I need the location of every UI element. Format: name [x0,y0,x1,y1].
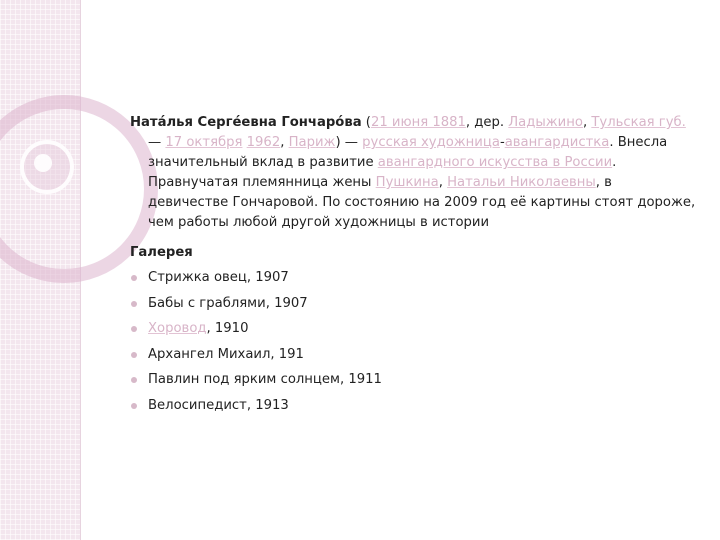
text-fragment: , дер. [465,115,509,130]
gallery-item-text: Архангел Михаил, 191 [148,346,304,362]
link-avantgarde-art[interactable]: авангардного искусства в России [377,155,613,170]
gallery-item-text: Павлин под ярким солнцем, 1911 [148,372,382,387]
bullet-icon [131,352,137,358]
text-fragment: , [582,115,592,130]
text-fragment: - [499,135,505,150]
gallery-item-text: , 1910 [206,321,249,336]
link-birth-date[interactable]: 21 июня 1881 [370,115,466,130]
list-item [130,396,696,422]
link-death-day[interactable]: 17 октября [165,135,243,150]
intro-paragraph [130,113,696,233]
gallery-item-text: Стрижка овец, 1907 [148,270,289,285]
gallery-heading: Галерея [130,245,193,260]
text-fragment: ( [361,115,371,130]
link-village[interactable]: Ладыжино [508,115,583,130]
gallery-item-text: Бабы с граблями, 1907 [148,295,308,311]
list-item [130,294,696,320]
link-paris[interactable]: Париж [288,135,336,150]
bullet-icon [131,326,137,332]
bullet-icon [131,275,137,281]
text-fragment: . Внесла значительный вклад в развитие [148,135,668,170]
link-khorovod[interactable]: Хоровод [148,321,207,336]
decorative-sidebar [0,0,81,540]
link-natalia[interactable]: Натальи Николаевны [447,175,596,190]
link-province[interactable]: Тульская губ. [591,115,686,130]
slide-content [130,113,696,421]
list-item [130,345,696,371]
text-fragment: , [280,135,289,150]
list-item [130,370,696,396]
text-fragment: . Правнучатая племянница жены [148,155,617,190]
bullet-icon [131,403,137,409]
gallery-list [130,268,696,421]
link-pushkin[interactable]: Пушкина [375,175,439,190]
link-avantgardist[interactable]: авангардистка [504,135,610,150]
decorative-dot [34,154,52,172]
bullet-icon [131,301,137,307]
text-fragment: ) — [335,135,363,150]
person-name: Ната́лья Серге́евна Гончаро́ва [130,115,362,130]
list-item [130,319,696,345]
text-fragment: , [438,175,448,190]
link-death-year[interactable]: 1962 [246,135,281,150]
bullet-icon [131,377,137,383]
list-item [130,268,696,294]
text-fragment: — [148,135,166,150]
gallery-item-text: Велосипедист, 1913 [148,397,289,413]
link-russian-artist[interactable]: русская художница [362,135,500,150]
text-fragment: , в девичестве Гончаровой. По состоянию на 2009 год её картины стоят дороже, чем работы любой другой художницы в истории [148,175,696,230]
